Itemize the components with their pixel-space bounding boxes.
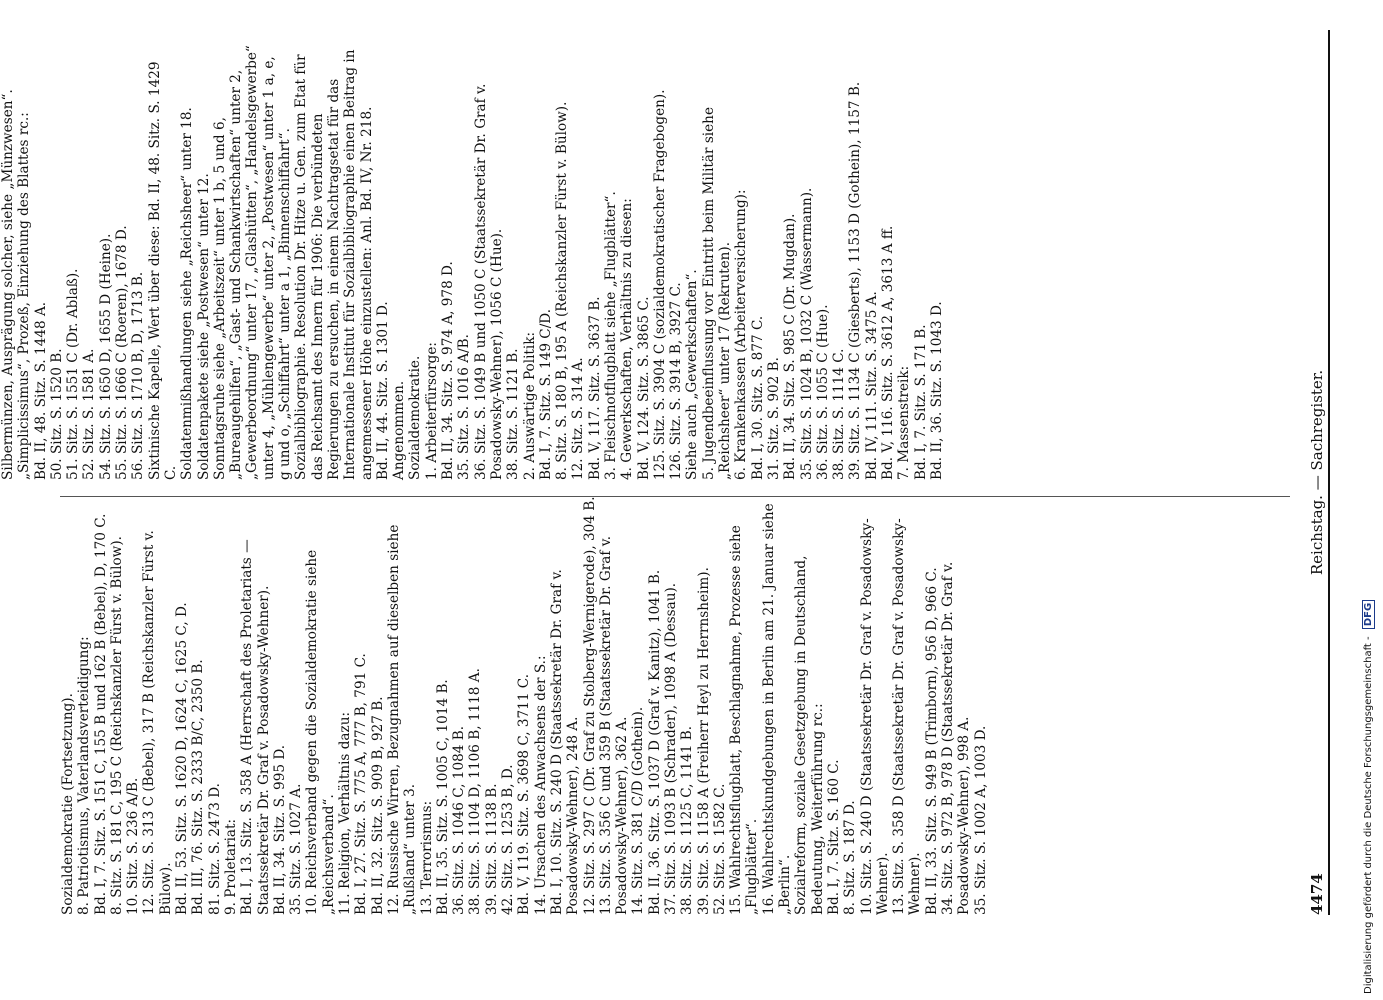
index-entry: 12. Sitz. S. 314 A. — [570, 357, 587, 480]
index-entry: 55. Sitz. S. 1666 C (Roeren), 1678 D. — [114, 225, 131, 480]
index-entry: Sixtinische Kapelle, Wert über diese: Bd. II, 48. Sitz. S. 1429 C. — [146, 57, 179, 480]
left-text-column — [0, 40, 1290, 480]
page-header — [1304, 30, 1330, 915]
index-entry: 9. Proletariat: — [222, 818, 239, 915]
index-entry: 38. Sitz. S. 1114 C. — [831, 348, 848, 480]
index-entry: Bd. V, 124. Sitz. S. 3865 C. — [635, 296, 652, 480]
index-entry: Bd. II, 34. Sitz. S. 995 D. — [271, 744, 288, 915]
index-entry: 34. Sitz. S. 972 B, 978 D (Staatssekretär Dr. Graf v. Posadowsky-Wehner), 998 A. — [940, 557, 973, 915]
index-entry: Bd. II, 34. Sitz. S. 985 C (Dr. Mugdan). — [782, 213, 799, 480]
index-entry: Bd. V, 119. Sitz. S. 3698 C, 3711 C. — [516, 673, 533, 915]
index-entry: Bd. II, 34. Sitz. S. 974 A, 978 D. — [440, 261, 457, 480]
index-entry: Silbermünzen, Ausprägung solcher, siehe „Münzwesen“. — [0, 89, 16, 480]
dfg-logo: DFG — [1362, 600, 1375, 629]
index-entry: 12. Sitz. S. 297 C (Dr. Graf zu Stolberg-Wernigerode), 304 B. — [581, 496, 598, 915]
index-entry: 52. Sitz. S. 1582 C. — [711, 783, 728, 915]
index-entry: 52. Sitz. S. 1581 A. — [81, 348, 98, 480]
index-entry: Bd. II, 36. Sitz. S. 1043 D. — [928, 301, 945, 480]
index-entry: 38. Sitz. S. 1125 C, 1141 B. — [679, 725, 696, 915]
index-entry: Bd. II, 36. Sitz. S. 1037 D (Graf v. Kanitz), 1041 B. — [646, 569, 663, 915]
index-entry: Bd. II, 44. Sitz. S. 1301 D. — [374, 301, 391, 480]
index-entry: 2. Auswärtige Politik: — [521, 331, 538, 480]
index-entry: 50. Sitz. S. 1520 B. — [48, 348, 65, 480]
index-entry: Bd. I, 30. Sitz. S. 877 C. — [749, 315, 766, 480]
index-entry: 8. Sitz. S. 181 C, 195 C (Reichskanzler Fürst v. Bülow). — [108, 536, 125, 915]
index-entry: 11. Religion, Verhältnis dazu: — [337, 711, 354, 915]
index-entry: 8. Patriotismus, Vaterlandsverteidigung: — [76, 636, 93, 915]
index-entry: Soldatenpakete siehe „Postwesen“ unter 12. — [195, 173, 212, 480]
index-entry: Bd. I, 7. Sitz. S. 151 C, 155 B und 162 B (Bebel), D, 170 C. — [92, 513, 109, 915]
index-entry: 38. Sitz. S. 1121 B. — [505, 348, 522, 480]
index-entry: 36. Sitz. S. 1049 B und 1050 C (Staatssekretär Dr. Graf v. Posadowsky-Wehner), 1056 C (Hue). — [472, 79, 505, 480]
index-entry: 6. Krankenkassen (Arbeiterversicherung): — [733, 189, 750, 480]
index-entry: 16. Wahlrechtskundgebungen in Berlin am 21. Januar siehe „Berlin“. — [760, 499, 794, 915]
index-entry: Siehe auch „Gewerkschaften“. — [684, 269, 701, 480]
index-entry: Sozialdemokratie. — [407, 355, 424, 480]
index-entry: 5. Jugendbeeinflussung vor Eintritt beim Militär siehe „Reichsheer“ unter 17 (Rekruten). — [700, 102, 734, 480]
index-entry: 51. Sitz. S. 1551 C (Dr. Ablaß). — [65, 268, 82, 480]
index-entry: 8. Sitz. S. 187 D. — [842, 800, 859, 915]
index-entry: 35. Sitz. S. 1027 A. — [288, 783, 305, 915]
right-text-column — [60, 480, 1290, 915]
index-entry: 126. Sitz. S. 3914 B, 3927 C. — [668, 282, 685, 480]
index-entry: Bd. II, 48. Sitz. S. 1448 A. — [32, 301, 49, 480]
index-entry: Bd. I, 27. Sitz. S. 775 A, 777 B, 791 C. — [353, 653, 370, 915]
index-entry: Bd. II, 53. Sitz. S. 1620 D, 1624 C, 1625 C, D. — [174, 602, 191, 915]
index-entry: 3. Fleischnotflugblatt siehe „Flugblätter“. — [602, 191, 619, 480]
index-entry: 125. Sitz. S. 3904 C (sozialdemokratischer Fragebogen). — [651, 89, 668, 480]
index-entry: Soldatenmißhandlungen siehe „Reichsheer“ unter 18. — [179, 107, 196, 480]
index-entry: 4. Gewerkschaften, Verhältnis zu diesen: — [619, 198, 636, 480]
index-entry: 56. Sitz. S. 1710 B, D, 1713 B. — [130, 271, 147, 480]
index-entry: „Simplicissimus“, Prozeß, Einziehung des Blattes rc.: — [16, 112, 33, 480]
index-entry: 13. Sitz. S. 356 C und 359 B (Staatssekretär Dr. Graf v. Posadowsky-Wehner), 362 A. — [597, 531, 631, 915]
page-number: 4474 — [1308, 873, 1326, 915]
index-entry: 10. Reichsverband gegen die Sozialdemokratie siehe „Reichsverband“. — [304, 545, 337, 915]
index-entry: 31. Sitz. S. 902 B. — [765, 357, 782, 480]
index-entry: 14. Sitz. S. 381 C/D (Gothein). — [630, 706, 647, 915]
index-entry: Sozialbibliographie. Resolution Dr. Hitze u. Gen. zum Etat für das Reichsamt des Innern für 1906: Die verbündeten Regierungen zu ersuchen, in einem Nachtragsetat für das Internationale Institut für Sozialbibliographie einen Beitrag in angemessener Höhe einzustellen: Anl. Bd. IV, Nr. 218. — [293, 45, 375, 480]
index-entry: 38. Sitz. S. 1104 D, 1106 B, 1118 A. — [467, 668, 484, 915]
footer-credit — [1362, 600, 1375, 994]
index-entry: 39. Sitz. S. 1134 C (Giesberts), 1153 D (Gothein), 1157 B. — [847, 81, 864, 480]
index-entry: 10. Sitz. S. 240 D (Staatssekretär Dr. Graf v. Posadowsky-Wehner). — [858, 518, 891, 915]
index-entry: 1. Arbeiterfürsorge: — [423, 342, 440, 480]
index-entry: 14. Ursachen des Anwachsens der S.: — [532, 655, 549, 915]
index-entry: 12. Russische Wirren, Bezugnahmen auf dieselben siehe „Rußland“ unter 3. — [385, 520, 419, 915]
index-entry: 81. Sitz. S. 2473 D. — [206, 783, 223, 915]
index-entry: Bd. II, 35. Sitz. S. 1005 C, 1014 B. — [434, 679, 451, 915]
index-entry: 12. Sitz. S. 313 C (Bebel), 317 B (Reichskanzler Fürst v. Bülow). — [141, 525, 174, 915]
index-entry: 36. Sitz. S. 1055 C (Hue). — [814, 304, 831, 480]
index-entry: Sonntagsruhe siehe „Arbeitszeit“ unter 1 b, 5 und 6, „Bureaugehilfen“, „Gast- und Schankwirtschaften“ unter 2, „Gewerbeordnung“ unter 17, „Glashütten“, „Handelsgewerbe“ unter 4, „Mühlengewerbe“ unter 2, „Postwesen“ unter 1 a, e, g und o, „Schiffahrt“ unter a 1, „Binnenschiffahrt“. — [211, 40, 294, 480]
index-entry: Bd. II, 32. Sitz. S. 909 B, 927 B. — [369, 696, 386, 915]
index-entry: 15. Wahlrechtsflugblatt, Beschlagnahme, Prozesse siehe „Flugblätter“. — [728, 520, 761, 915]
index-entry: Bd. II, 33. Sitz. S. 949 B (Trimborn), 956 D, 966 C. — [923, 567, 940, 915]
index-entry: Bd. IV, 111. Sitz. S. 3475 A. — [863, 291, 880, 480]
index-entry: Bd. V, 117. Sitz. S. 3637 B. — [586, 296, 603, 480]
index-entry: 39. Sitz. S. 1158 A (Freiherr Heyl zu Herrnsheim). — [695, 567, 712, 915]
index-entry: Bd. I, 7. Sitz. S. 171 B. — [912, 324, 929, 480]
index-entry: 35. Sitz. S. 1016 A/B. — [456, 334, 473, 480]
index-entry: 54. Sitz. S. 1650 D, 1655 D (Heine). — [97, 233, 114, 480]
index-entry: Angenommen. — [391, 380, 408, 480]
index-entry: 39. Sitz. S. 1138 B. — [483, 783, 500, 915]
footer-text: Digitalisierung gefördert durch die Deutsche Forschungsgemeinschaft - — [1363, 636, 1374, 994]
index-entry: Bd. V, 116. Sitz. S. 3612 A, 3613 A ff. — [880, 225, 897, 480]
index-entry: Sozialreform, soziale Gesetzgebung in Deutschland, Bedeutung, Weiterführung rc.: — [793, 551, 826, 915]
index-entry: 13. Sitz. S. 358 D (Staatssekretär Dr. Graf v. Posadowsky-Wehner). — [891, 518, 924, 915]
index-entry: 37. Sitz. S. 1093 B (Schrader), 1098 A (Dessau). — [662, 582, 679, 915]
index-entry: 36. Sitz. S. 1046 C, 1084 B. — [451, 725, 468, 915]
index-entry: Bd. I, 10. Sitz. S. 240 D (Staatssekretär Dr. Graf v. Posadowsky-Wehner), 248 A. — [548, 564, 582, 915]
index-entry: 35. Sitz. S. 1002 A, 1003 D. — [972, 725, 989, 915]
index-entry: Bd. III, 76. Sitz. S. 2333 B/C, 2350 B. — [190, 659, 207, 915]
index-entry: 10. Sitz. S. 236 A/B. — [125, 777, 142, 915]
index-entry: Bd. I, 7. Sitz. S. 160 C. — [825, 759, 842, 915]
index-entry: Sozialdemokratie (Fortsetzung). — [60, 693, 76, 915]
index-entry: 13. Terrorismus: — [418, 800, 435, 915]
index-entry: 42. Sitz. S. 1253 B, D. — [500, 764, 517, 915]
index-entry: Bd. I, 7. Sitz. S. 149 C/D. — [537, 308, 554, 480]
index-entry: 8. Sitz. S. 180 B, 195 A (Reichskanzler Fürst v. Bülow). — [554, 101, 571, 480]
index-entry: Bd. I, 13. Sitz. S. 358 A (Herrschaft des Proletariats — Staatssekretär Dr. Graf v. Posadowsky-Wehner). — [239, 534, 272, 915]
index-entry: 35. Sitz. S. 1024 B, 1032 C (Wassermann). — [798, 187, 815, 480]
running-title: Reichstag. — Sachregister. — [1308, 369, 1326, 576]
index-entry: 7. Massenstreik: — [896, 365, 913, 480]
